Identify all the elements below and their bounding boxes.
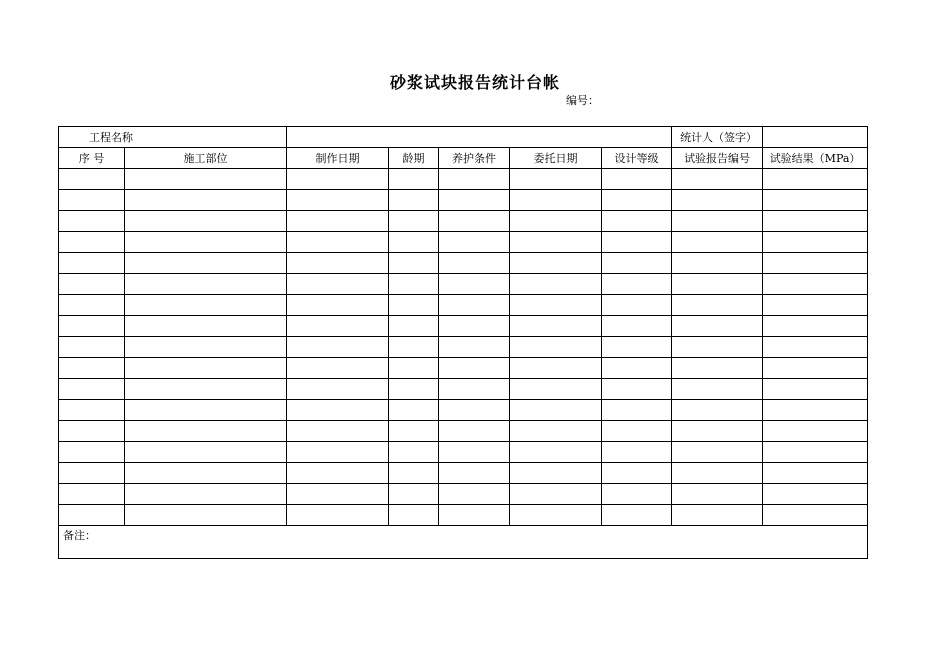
remarks-field[interactable]: 备注： — [59, 526, 868, 559]
table-cell[interactable] — [389, 295, 439, 316]
table-row — [59, 442, 868, 463]
table-cell[interactable] — [389, 190, 439, 211]
table-cell[interactable] — [125, 316, 287, 337]
table-cell[interactable] — [125, 379, 287, 400]
table-cell[interactable] — [763, 232, 868, 253]
table-cell[interactable] — [763, 169, 868, 190]
table-cell[interactable] — [125, 295, 287, 316]
table-cell[interactable] — [125, 253, 287, 274]
table-cell[interactable] — [439, 400, 510, 421]
table-cell[interactable] — [602, 232, 672, 253]
table-cell[interactable] — [59, 379, 125, 400]
table-cell[interactable] — [287, 253, 389, 274]
table-cell[interactable] — [287, 505, 389, 526]
table-row — [59, 316, 868, 337]
table-row — [59, 400, 868, 421]
column-header-design-grade: 设计等级 — [602, 148, 672, 169]
table-cell[interactable] — [125, 358, 287, 379]
table-cell[interactable] — [672, 232, 763, 253]
table-cell[interactable] — [672, 190, 763, 211]
column-header-commission-date: 委托日期 — [510, 148, 602, 169]
table-cell[interactable] — [125, 232, 287, 253]
table-cell[interactable] — [287, 484, 389, 505]
table-cell[interactable] — [510, 421, 602, 442]
table-cell[interactable] — [439, 484, 510, 505]
table-cell[interactable] — [389, 337, 439, 358]
table-cell[interactable] — [602, 274, 672, 295]
table-cell[interactable] — [439, 421, 510, 442]
table-cell[interactable] — [510, 295, 602, 316]
table-cell[interactable] — [439, 442, 510, 463]
table-cell[interactable] — [439, 358, 510, 379]
table-cell[interactable] — [287, 211, 389, 232]
table-cell[interactable] — [389, 211, 439, 232]
table-cell[interactable] — [287, 274, 389, 295]
table-cell[interactable] — [763, 400, 868, 421]
column-header-report-no: 试验报告编号 — [672, 148, 763, 169]
table-cell[interactable] — [287, 337, 389, 358]
table-row — [59, 169, 868, 190]
table-cell[interactable] — [510, 484, 602, 505]
header-row — [59, 148, 868, 169]
table-cell[interactable] — [672, 379, 763, 400]
table-cell[interactable] — [389, 484, 439, 505]
table-cell[interactable] — [59, 169, 125, 190]
table-cell[interactable] — [59, 295, 125, 316]
table-cell[interactable] — [510, 232, 602, 253]
table-cell[interactable] — [510, 190, 602, 211]
table-cell[interactable] — [439, 232, 510, 253]
table-cell[interactable] — [763, 442, 868, 463]
project-name-field[interactable] — [287, 127, 672, 148]
table-cell[interactable] — [287, 442, 389, 463]
table-cell[interactable] — [59, 211, 125, 232]
column-header-index: 序 号 — [59, 148, 125, 169]
table-cell[interactable] — [602, 337, 672, 358]
table-cell[interactable] — [602, 358, 672, 379]
table-cell[interactable] — [439, 463, 510, 484]
table-cell[interactable] — [510, 463, 602, 484]
table-cell[interactable] — [510, 400, 602, 421]
table-cell[interactable] — [672, 400, 763, 421]
table-cell[interactable] — [439, 169, 510, 190]
column-header-location: 施工部位 — [125, 148, 287, 169]
table-cell[interactable] — [602, 295, 672, 316]
table-cell[interactable] — [125, 463, 287, 484]
table-cell[interactable] — [763, 253, 868, 274]
table-cell[interactable] — [59, 484, 125, 505]
table-cell[interactable] — [602, 316, 672, 337]
table-row — [59, 232, 868, 253]
table-cell[interactable] — [510, 169, 602, 190]
table-cell[interactable] — [59, 337, 125, 358]
table-cell[interactable] — [510, 211, 602, 232]
table-row — [59, 505, 868, 526]
table-cell[interactable] — [59, 190, 125, 211]
table-cell[interactable] — [125, 274, 287, 295]
table-cell[interactable] — [439, 379, 510, 400]
table-cell[interactable] — [59, 400, 125, 421]
table-cell[interactable] — [763, 484, 868, 505]
table-cell[interactable] — [602, 421, 672, 442]
table-cell[interactable] — [287, 463, 389, 484]
table-row — [59, 484, 868, 505]
meta-row — [59, 127, 868, 148]
table-cell[interactable] — [287, 169, 389, 190]
table-cell[interactable] — [510, 337, 602, 358]
table-cell[interactable] — [602, 484, 672, 505]
project-name-label: 工程名称 — [59, 127, 287, 148]
document-title: 砂浆试块报告统计台帐 — [389, 73, 560, 92]
table-cell[interactable] — [510, 379, 602, 400]
table-cell[interactable] — [389, 274, 439, 295]
table-cell[interactable] — [510, 442, 602, 463]
table-row — [59, 421, 868, 442]
table-cell[interactable] — [602, 190, 672, 211]
table-cell[interactable] — [672, 463, 763, 484]
number-label: 编号： — [566, 94, 599, 107]
ledger-table — [58, 126, 868, 559]
table-row — [59, 211, 868, 232]
column-header-age: 龄期 — [389, 148, 439, 169]
table-cell[interactable] — [510, 253, 602, 274]
table-cell[interactable] — [287, 232, 389, 253]
table-cell[interactable] — [439, 316, 510, 337]
table-cell[interactable] — [59, 274, 125, 295]
table-cell[interactable] — [510, 316, 602, 337]
table-cell[interactable] — [125, 337, 287, 358]
table-cell[interactable] — [439, 253, 510, 274]
table-cell[interactable] — [439, 505, 510, 526]
table-cell[interactable] — [59, 505, 125, 526]
table-row — [59, 253, 868, 274]
table-row — [59, 463, 868, 484]
table-cell[interactable] — [125, 211, 287, 232]
table-cell[interactable] — [672, 274, 763, 295]
table-cell[interactable] — [439, 211, 510, 232]
table-cell[interactable] — [672, 295, 763, 316]
column-header-curing: 养护条件 — [439, 148, 510, 169]
column-header-result: 试验结果（MPa） — [763, 148, 868, 169]
table-cell[interactable] — [59, 442, 125, 463]
table-cell[interactable] — [602, 505, 672, 526]
table-cell[interactable] — [287, 400, 389, 421]
table-cell[interactable] — [389, 379, 439, 400]
column-header-make-date: 制作日期 — [287, 148, 389, 169]
remarks-row — [59, 526, 868, 559]
table-row — [59, 337, 868, 358]
table-cell[interactable] — [763, 379, 868, 400]
table-cell[interactable] — [389, 463, 439, 484]
table-cell[interactable] — [763, 421, 868, 442]
table-cell[interactable] — [510, 274, 602, 295]
table-cell[interactable] — [125, 484, 287, 505]
table-cell[interactable] — [672, 358, 763, 379]
table-cell[interactable] — [439, 295, 510, 316]
table-cell[interactable] — [602, 211, 672, 232]
table-cell[interactable] — [763, 211, 868, 232]
table-row — [59, 190, 868, 211]
table-cell[interactable] — [287, 358, 389, 379]
table-cell[interactable] — [389, 442, 439, 463]
table-row — [59, 358, 868, 379]
table-cell[interactable] — [439, 274, 510, 295]
table-cell[interactable] — [125, 505, 287, 526]
table-cell[interactable] — [672, 316, 763, 337]
table-cell[interactable] — [59, 421, 125, 442]
table-cell[interactable] — [672, 484, 763, 505]
table-cell[interactable] — [763, 316, 868, 337]
table-cell[interactable] — [763, 505, 868, 526]
table-cell[interactable] — [59, 253, 125, 274]
table-cell[interactable] — [389, 253, 439, 274]
table-cell[interactable] — [763, 190, 868, 211]
table-cell[interactable] — [672, 442, 763, 463]
table-cell[interactable] — [602, 169, 672, 190]
table-row — [59, 295, 868, 316]
statistician-label: 统计人（签字） — [672, 127, 763, 148]
table-cell[interactable] — [439, 337, 510, 358]
table-cell[interactable] — [672, 211, 763, 232]
table-cell[interactable] — [287, 379, 389, 400]
table-cell[interactable] — [59, 316, 125, 337]
table-cell[interactable] — [763, 358, 868, 379]
table-cell[interactable] — [389, 316, 439, 337]
table-row — [59, 379, 868, 400]
table-cell[interactable] — [763, 463, 868, 484]
table-cell[interactable] — [602, 463, 672, 484]
table-cell[interactable] — [602, 442, 672, 463]
table-cell[interactable] — [125, 190, 287, 211]
table-row — [59, 274, 868, 295]
table-cell[interactable] — [287, 295, 389, 316]
table-cell[interactable] — [602, 253, 672, 274]
table-cell[interactable] — [602, 379, 672, 400]
table-cell[interactable] — [389, 232, 439, 253]
table-cell[interactable] — [59, 463, 125, 484]
table-cell[interactable] — [389, 169, 439, 190]
table-cell[interactable] — [389, 505, 439, 526]
table-cell[interactable] — [389, 358, 439, 379]
table-cell[interactable] — [287, 316, 389, 337]
table-cell[interactable] — [125, 442, 287, 463]
statistician-field[interactable] — [763, 127, 868, 148]
table-cell[interactable] — [763, 337, 868, 358]
table-cell[interactable] — [59, 232, 125, 253]
table-cell[interactable] — [125, 400, 287, 421]
table-cell[interactable] — [602, 400, 672, 421]
table-cell[interactable] — [510, 505, 602, 526]
table-cell[interactable] — [125, 169, 287, 190]
table-cell[interactable] — [287, 421, 389, 442]
table-cell[interactable] — [59, 358, 125, 379]
table-cell[interactable] — [672, 253, 763, 274]
table-cell[interactable] — [672, 421, 763, 442]
table-cell[interactable] — [672, 337, 763, 358]
table-cell[interactable] — [672, 505, 763, 526]
table-cell[interactable] — [125, 421, 287, 442]
table-cell[interactable] — [389, 400, 439, 421]
table-cell[interactable] — [763, 295, 868, 316]
table-cell[interactable] — [510, 358, 602, 379]
table-cell[interactable] — [389, 421, 439, 442]
table-cell[interactable] — [287, 190, 389, 211]
table-cell[interactable] — [763, 274, 868, 295]
table-cell[interactable] — [672, 169, 763, 190]
table-cell[interactable] — [439, 190, 510, 211]
